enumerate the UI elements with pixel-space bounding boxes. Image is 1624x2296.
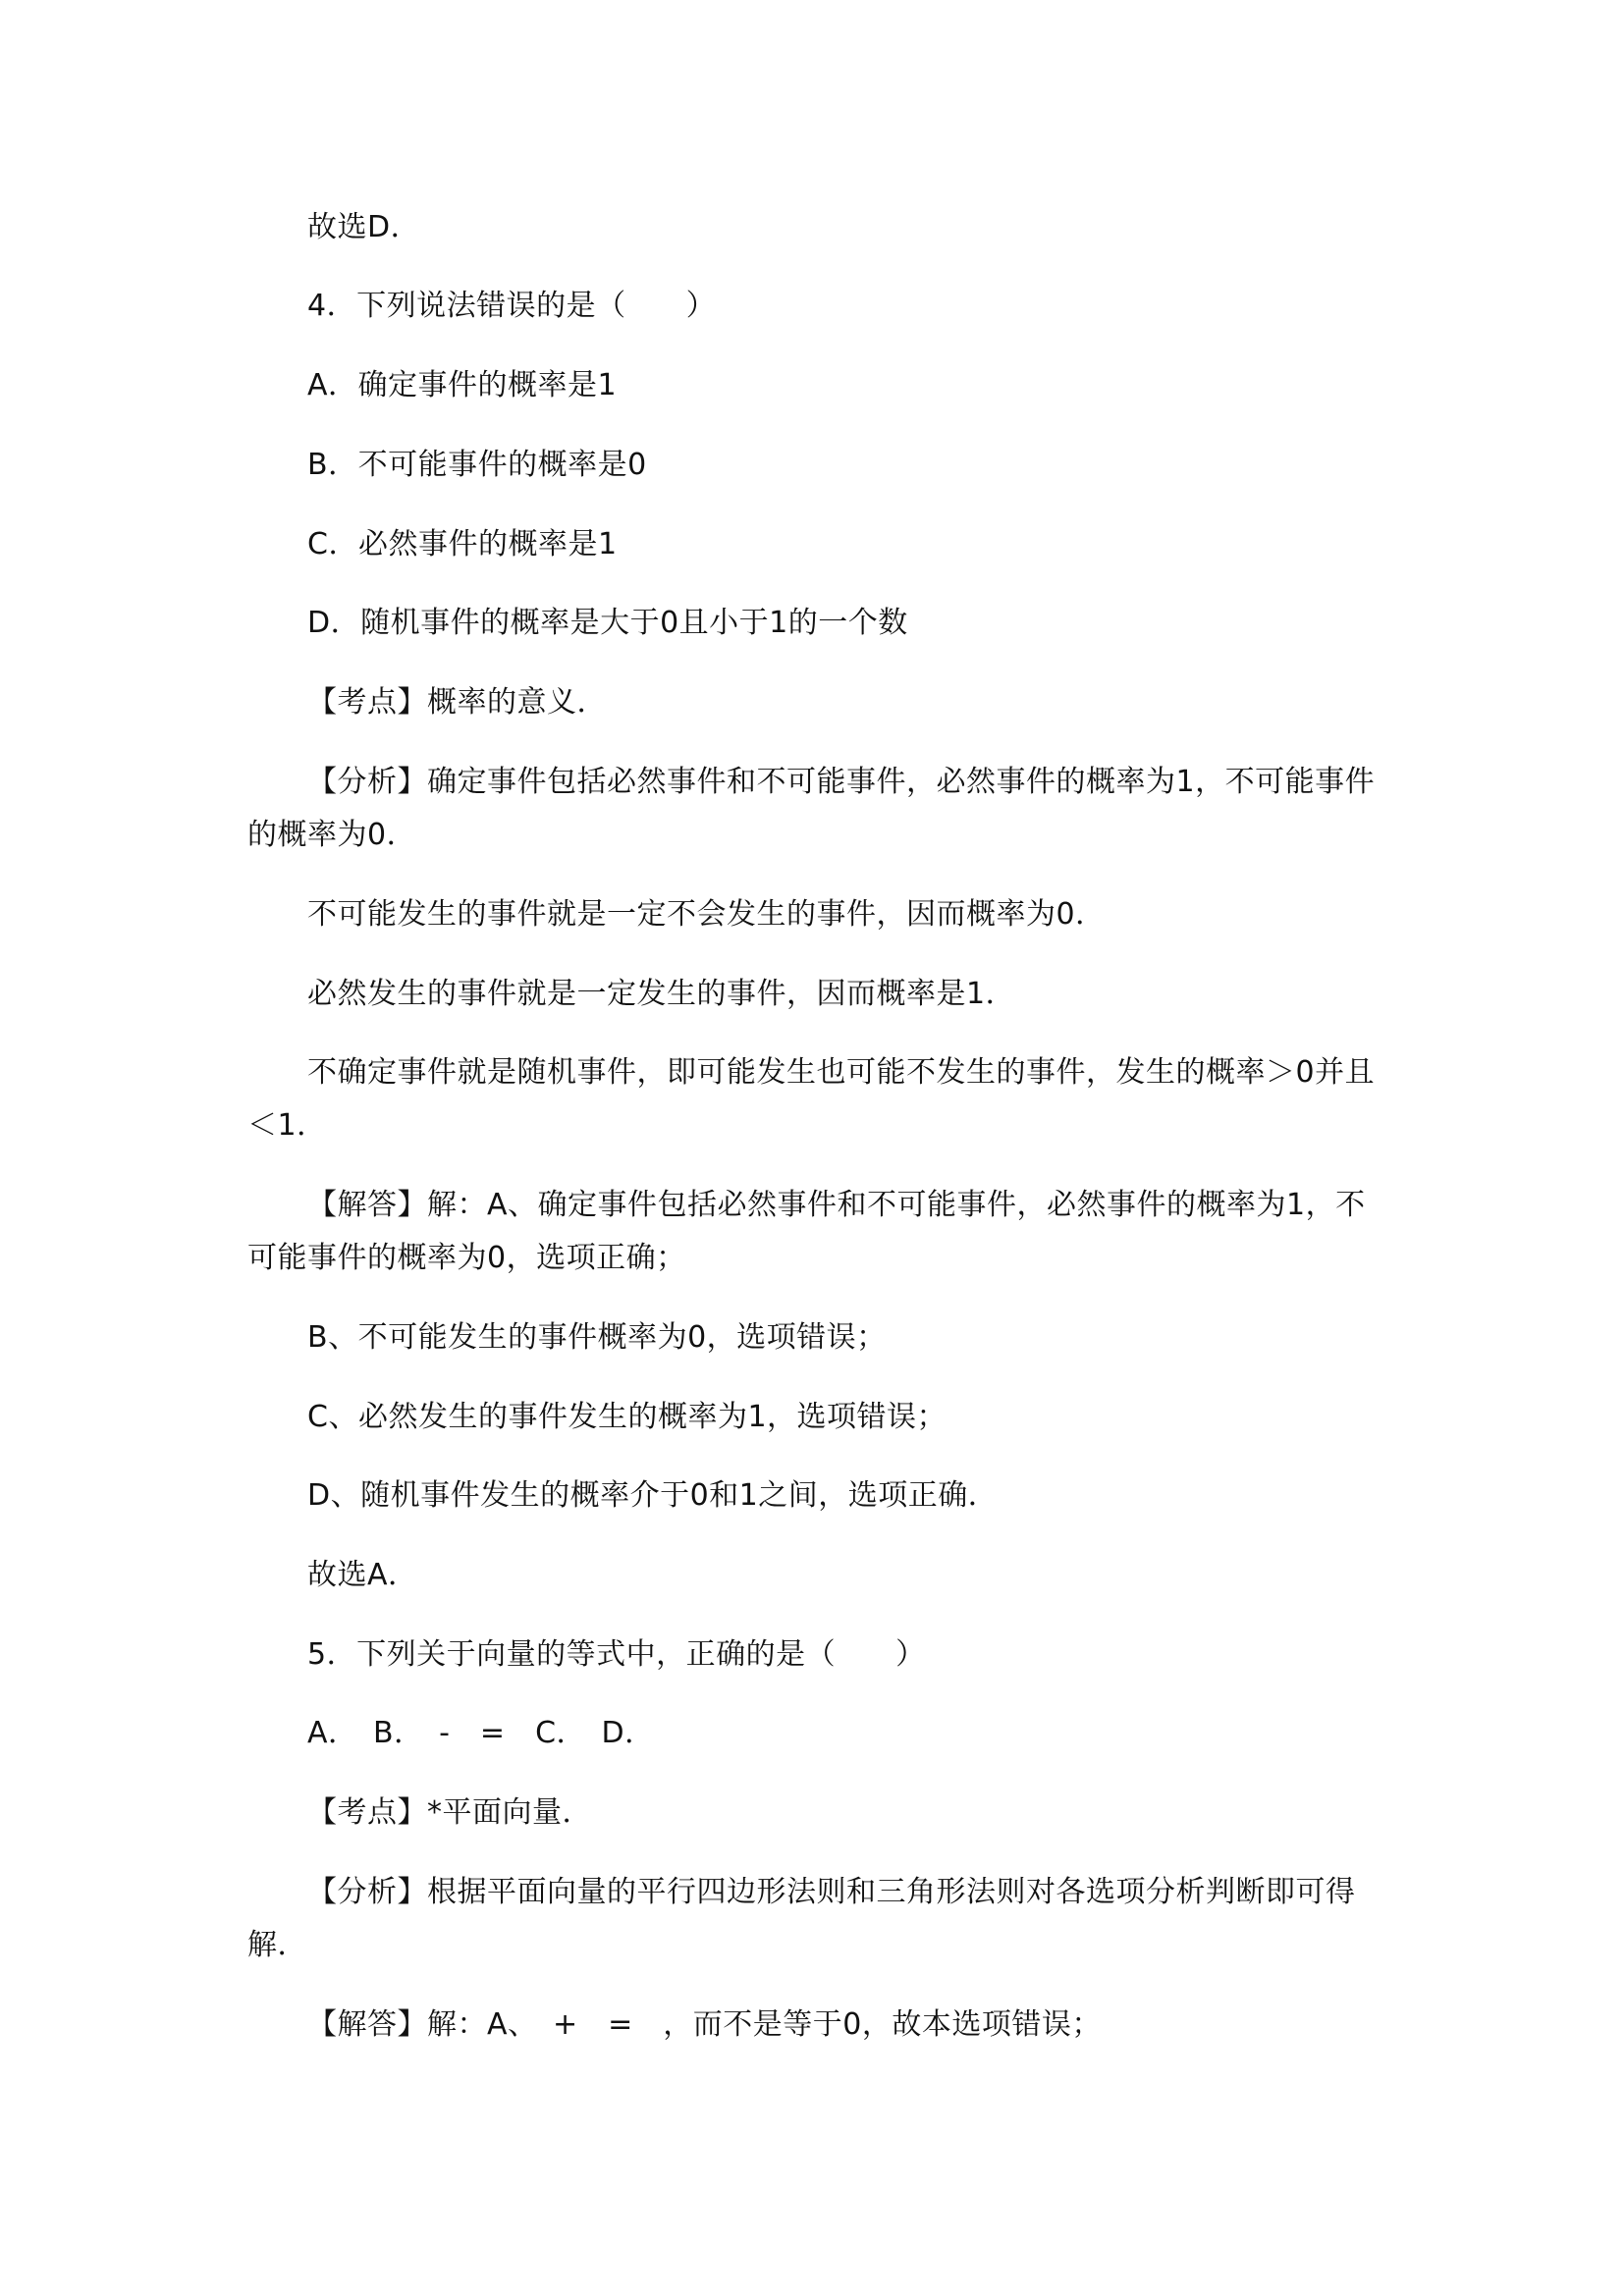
jieda-q4-d: D、随机事件发生的概率介于0和1之间，选项正确．: [307, 1478, 999, 1513]
jieda-q4-c: C、必然发生的事件发生的概率为1，选项错误；: [307, 1400, 947, 1434]
jieda-q4: 【解答】解：A、确定事件包括必然事件和不可能事件，必然事件的概率为1，不可能事件的概率为0，选项正确；: [247, 1188, 1366, 1275]
fenxi-q4-line2: 不可能发生的事件就是一定不会发生的事件，因而概率为0．: [307, 897, 1106, 932]
answer-line-q3: 故选D．: [307, 210, 421, 244]
answer-line-q4: 故选A．: [307, 1558, 418, 1592]
option-c: C．必然事件的概率是1: [307, 527, 618, 561]
jieda-q5: 【解答】解：A、 + = ，而不是等于0，故本选项错误；: [307, 2007, 1102, 2042]
jieda-q4-b: B、不可能发生的事件概率为0，选项错误；: [307, 1320, 887, 1355]
fenxi-q5: 【分析】根据平面向量的平行四边形法则和三角形法则对各选项分析判断即可得解．: [247, 1875, 1356, 1962]
fenxi-q4: 【分析】确定事件包括必然事件和不可能事件，必然事件的概率为1，不可能事件的概率为0．: [247, 765, 1376, 852]
kaodian-q5: 【考点】*平面向量．: [307, 1795, 592, 1830]
option-a: A．确定事件的概率是1: [307, 368, 618, 402]
question-5: 5．下列关于向量的等式中，正确的是（ ）: [307, 1637, 926, 1672]
kaodian-q4: 【考点】概率的意义．: [307, 685, 607, 720]
option-b: B．不可能事件的概率是0: [307, 448, 647, 482]
fenxi-q4-line3: 必然发生的事件就是一定发生的事件，因而概率是1．: [307, 977, 1016, 1011]
option-d: D．随机事件的概率是大于0且小于1的一个数: [307, 606, 908, 640]
options-q5: A． B． - = C． D．: [307, 1716, 655, 1750]
fenxi-q4-line4: 不确定事件就是随机事件，即可能发生也可能不发生的事件，发生的概率＞0并且＜1．: [247, 1055, 1376, 1143]
question-4: 4．下列说法错误的是（ ）: [307, 289, 717, 323]
